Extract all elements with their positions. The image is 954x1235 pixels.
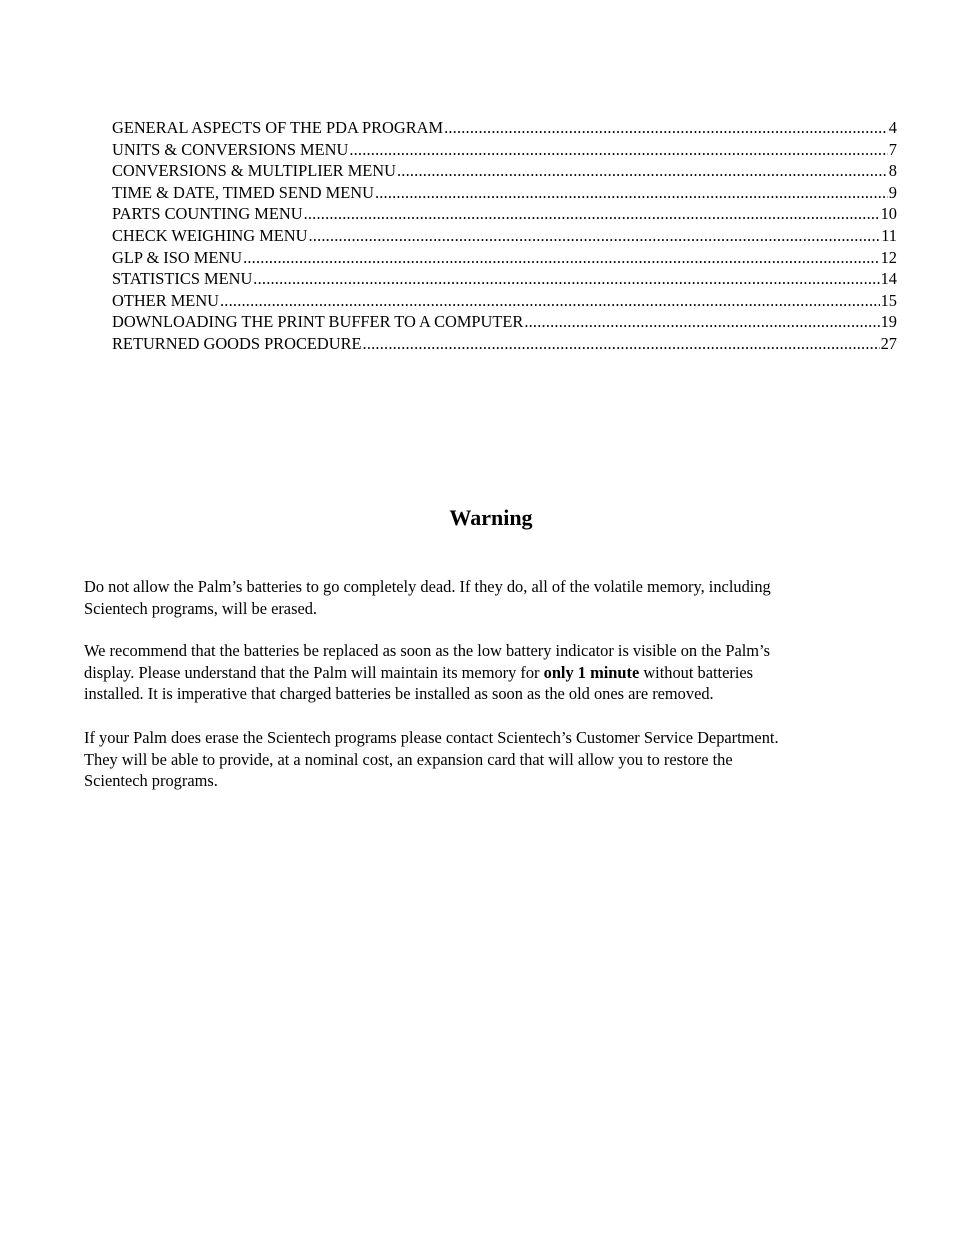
toc-entry[interactable] (112, 203, 897, 225)
toc-entry-title: DOWNLOADING THE PRINT BUFFER TO A COMPUTER (112, 312, 524, 332)
toc-entry[interactable] (112, 225, 897, 247)
toc-dot-leader (349, 139, 887, 161)
toc-entry-page: 15 (880, 290, 897, 310)
toc-entry-page: 4 (888, 118, 897, 137)
toc-entry-page: 10 (880, 204, 897, 224)
paragraph-line: Do not allow the Palm’s batteries to go completely dead. If they do, all of the volatile memory, including (84, 577, 771, 596)
paragraph-line: Scientech programs. (84, 771, 218, 791)
toc-dot-leader (524, 311, 879, 333)
toc-dot-leader (363, 333, 880, 355)
toc-dot-leader (375, 182, 888, 204)
paragraph-line: They will be able to provide, at a nominal cost, an expansion card that will allow you to restore the (84, 749, 733, 769)
toc-dot-leader (243, 247, 880, 269)
emphasis-text: only 1 minute (543, 662, 640, 682)
warning-paragraph (84, 727, 894, 792)
toc-dot-leader (308, 225, 880, 247)
toc-entry[interactable] (112, 160, 897, 182)
toc-entry-page: 11 (881, 225, 897, 245)
toc-entry-title: CHECK WEIGHING MENU (112, 225, 308, 245)
toc-entry[interactable] (112, 247, 897, 269)
warning-heading: Warning (449, 505, 533, 530)
warning-paragraph (84, 640, 894, 705)
toc-entry-page: 7 (888, 139, 897, 159)
toc-entry-page: 12 (880, 247, 897, 267)
toc-entry[interactable] (112, 311, 897, 333)
toc-entry-page: 14 (880, 269, 897, 289)
paragraph-text: without batteries (639, 662, 754, 682)
toc-entry-title: GLP & ISO MENU (112, 247, 243, 267)
toc-entry-title: PARTS COUNTING MENU (112, 204, 303, 224)
toc-entry-page: 27 (880, 333, 897, 353)
toc-entry-title: GENERAL ASPECTS OF THE PDA PROGRAM (112, 118, 444, 137)
toc-dot-leader (304, 203, 880, 225)
paragraph-line: Scientech programs, will be erased. (84, 598, 318, 618)
toc-entry-page: 19 (880, 312, 897, 332)
toc-entry[interactable] (112, 290, 897, 312)
toc-entry-page: 9 (888, 182, 897, 202)
toc-entry[interactable] (112, 182, 897, 204)
toc-entry-title: STATISTICS MENU (112, 269, 253, 289)
toc-entry-title: UNITS & CONVERSIONS MENU (112, 139, 349, 159)
toc-entry-title: TIME & DATE, TIMED SEND MENU (112, 182, 374, 202)
paragraph-text: display. Please understand that the Palm will maintain its memory for (84, 662, 544, 682)
toc-dot-leader (397, 160, 888, 182)
toc-dot-leader (220, 290, 880, 312)
warning-paragraph (84, 576, 894, 619)
toc-entry-title: OTHER MENU (112, 290, 219, 310)
toc-entry[interactable] (112, 333, 897, 355)
toc-entry[interactable] (112, 268, 897, 290)
toc-entry-page: 8 (888, 161, 897, 181)
paragraph-line (84, 662, 894, 684)
toc-entry[interactable] (112, 117, 897, 139)
toc-dot-leader (253, 268, 879, 290)
paragraph-line: We recommend that the batteries be replaced as soon as the low battery indicator is visible on the Palm’s (84, 641, 770, 660)
toc-entry[interactable] (112, 139, 897, 161)
table-of-contents (112, 117, 897, 355)
toc-dot-leader (444, 117, 888, 139)
toc-entry-title: RETURNED GOODS PROCEDURE (112, 333, 362, 353)
paragraph-line: installed. It is imperative that charged batteries be installed as soon as the old ones are removed. (84, 684, 714, 704)
paragraph-line: If your Palm does erase the Scientech programs please contact Scientech’s Customer Service Department. (84, 728, 779, 747)
toc-entry-title: CONVERSIONS & MULTIPLIER MENU (112, 161, 396, 181)
